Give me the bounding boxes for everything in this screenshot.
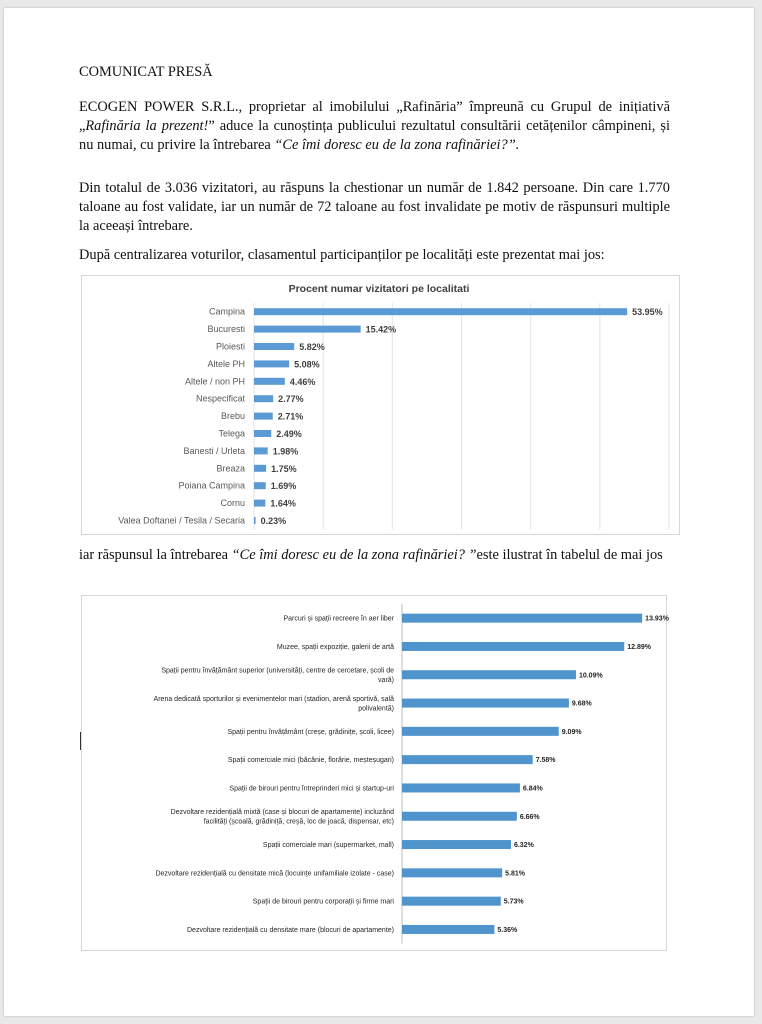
- category-label: Telega: [218, 428, 245, 439]
- data-label: 2.71%: [277, 411, 304, 422]
- intro-group-name: Rafinăria la prezent!: [85, 118, 209, 134]
- bar: [402, 897, 501, 906]
- data-label: 2.77%: [278, 394, 304, 405]
- bar: [254, 326, 361, 333]
- bar: [402, 925, 494, 934]
- category-label: Spații comerciale mari (supermarket, mall): [262, 842, 394, 850]
- chart-title: Procent numar vizitatori pe localitati: [288, 283, 470, 295]
- data-label: 2.49%: [276, 429, 302, 439]
- paragraph-intro: [79, 98, 670, 155]
- data-label: 13.93%: [645, 615, 669, 623]
- data-label: 5.82%: [299, 342, 325, 352]
- data-label: 12.89%: [627, 643, 651, 651]
- data-label: 5.08%: [294, 359, 320, 370]
- category-label: Banesti / Urleta: [183, 445, 245, 456]
- data-label: 5.73%: [503, 898, 524, 906]
- data-label: 5.81%: [505, 870, 526, 878]
- data-label: 1.75%: [271, 463, 297, 474]
- category-label: Cornu: [220, 498, 245, 509]
- question-text-2: este ilustrat în tabelul de mai jos: [476, 547, 663, 563]
- bar: [402, 670, 576, 679]
- question-italic: “Ce îmi doresc eu de la zona rafinăriei? ”: [231, 547, 477, 563]
- category-label: Dezvoltare rezidențială cu densitate mică (locuințe unifamiliale izolate - case): [155, 870, 394, 878]
- intro-question: “Ce îmi doresc eu de la zona rafinăriei?”.: [274, 137, 520, 153]
- bar: [402, 783, 520, 792]
- category-label: Altele PH: [207, 358, 245, 369]
- bar: [254, 500, 265, 507]
- text-cursor: [80, 732, 81, 750]
- bar: [254, 413, 273, 420]
- category-label: Spații pentru învățământ superior (universități, centre de cercetare, școli de: [161, 667, 394, 675]
- category-label: Dezvoltare rezidențială mixtă (case și blocuri de apartamente) incluzând: [170, 809, 394, 816]
- data-label: 6.84%: [522, 785, 543, 793]
- category-label: Spații de birouri pentru întreprinderi mici și startup-uri: [229, 785, 394, 793]
- data-label: 9.68%: [571, 700, 592, 708]
- category-label: Nespecificat: [195, 393, 245, 404]
- bar: [254, 395, 273, 402]
- intro-text-1: ECOGEN POWER S.R.L., proprietar al imobilului „Rafinăria” împreună cu Grupul de inițiativă „: [79, 99, 670, 134]
- data-label: 1.64%: [270, 498, 296, 509]
- category-label: Muzee, spații expoziție, galerii de artă: [276, 643, 394, 651]
- data-label: 5.36%: [497, 926, 518, 934]
- data-label: 0.23%: [260, 516, 287, 526]
- paragraph-statistics: Din totalul de 3.036 vizitatori, au răspuns la chestionar un număr de 1.842 persoane. Din care 1.770 taloane au fost validate, iar un număr de 72 taloane au fost invalidate pe motiv de răspunsuri multiple la aceeași întrebare.: [79, 180, 670, 234]
- bar: [254, 447, 268, 454]
- data-label: 10.09%: [578, 672, 603, 680]
- category-label: Poiana Campina: [178, 480, 245, 491]
- bar: [402, 812, 517, 821]
- data-label: 6.32%: [513, 842, 534, 850]
- bar: [254, 517, 256, 524]
- bar: [254, 360, 289, 367]
- bar: [254, 308, 627, 315]
- bar: [402, 642, 624, 651]
- data-label: 1.69%: [270, 481, 297, 492]
- bar: [254, 465, 266, 472]
- bar: [254, 430, 271, 437]
- chart-wishes: [81, 595, 667, 951]
- category-label: Spații de birouri pentru corporații și firme mari: [252, 898, 394, 906]
- question-text-1: iar răspunsul la întrebarea: [79, 547, 232, 563]
- data-label: 4.46%: [289, 376, 316, 387]
- data-label: 53.95%: [632, 307, 663, 318]
- page-title: COMUNICAT PRESĂ: [79, 64, 213, 80]
- category-label: Valea Doftanei / Tesila / Secaria: [118, 515, 245, 526]
- category-label: Arena dedicată sporturilor și evenimentelor mari (stadion, arenă sportivă, sală: [153, 695, 394, 703]
- category-label: Altele / non PH: [184, 376, 245, 387]
- bar: [254, 378, 285, 385]
- data-label: 9.09%: [561, 728, 582, 736]
- bar: [402, 614, 642, 623]
- bar: [402, 699, 569, 708]
- category-label: facilități (școală, grădiniță, creșă, loc de joacă, dispensar, etc): [203, 818, 394, 826]
- data-label: 1.98%: [272, 446, 299, 457]
- bar: [402, 840, 511, 849]
- chart-wishes-svg: [82, 596, 669, 950]
- category-label: Bucuresti: [207, 324, 245, 335]
- bar: [402, 727, 559, 736]
- bar: [402, 868, 502, 877]
- bar: [254, 343, 294, 350]
- chart-visitors-by-locality: [81, 275, 680, 535]
- category-label: Breaza: [216, 463, 245, 474]
- category-label: Spații comerciale mici (băcănie, florărie, meșteșugari): [227, 757, 394, 765]
- data-label: 6.66%: [519, 813, 540, 821]
- data-label: 7.58%: [535, 757, 556, 765]
- paragraph-question: [79, 546, 670, 565]
- category-label: Campina: [208, 306, 245, 317]
- paragraph-ranking: După centralizarea voturilor, clasamentul participanților pe localități este prezentat mai jos:: [79, 247, 605, 263]
- category-label: Brebu: [220, 411, 245, 422]
- category-label: Parcuri și spații recreere în aer liber: [283, 615, 394, 623]
- category-label: Ploiesti: [215, 341, 245, 352]
- chart-visitors-svg: [82, 276, 679, 534]
- category-label: Dezvoltare rezidențială cu densitate mare (blocuri de apartamente): [187, 926, 394, 934]
- intro-text-2: ” aduce la cunoștința publicului rezultatul consultării cetățenilor câmpineni, și nu numai, cu privire la întrebarea: [79, 118, 670, 153]
- data-label: 15.42%: [365, 324, 397, 335]
- category-label: Spații pentru învățământ (creșe, grădinițe, școli, licee): [227, 728, 394, 736]
- category-label: polivalentă): [358, 705, 394, 713]
- bar: [402, 755, 533, 764]
- category-label: vară): [378, 677, 394, 684]
- bar: [254, 482, 266, 489]
